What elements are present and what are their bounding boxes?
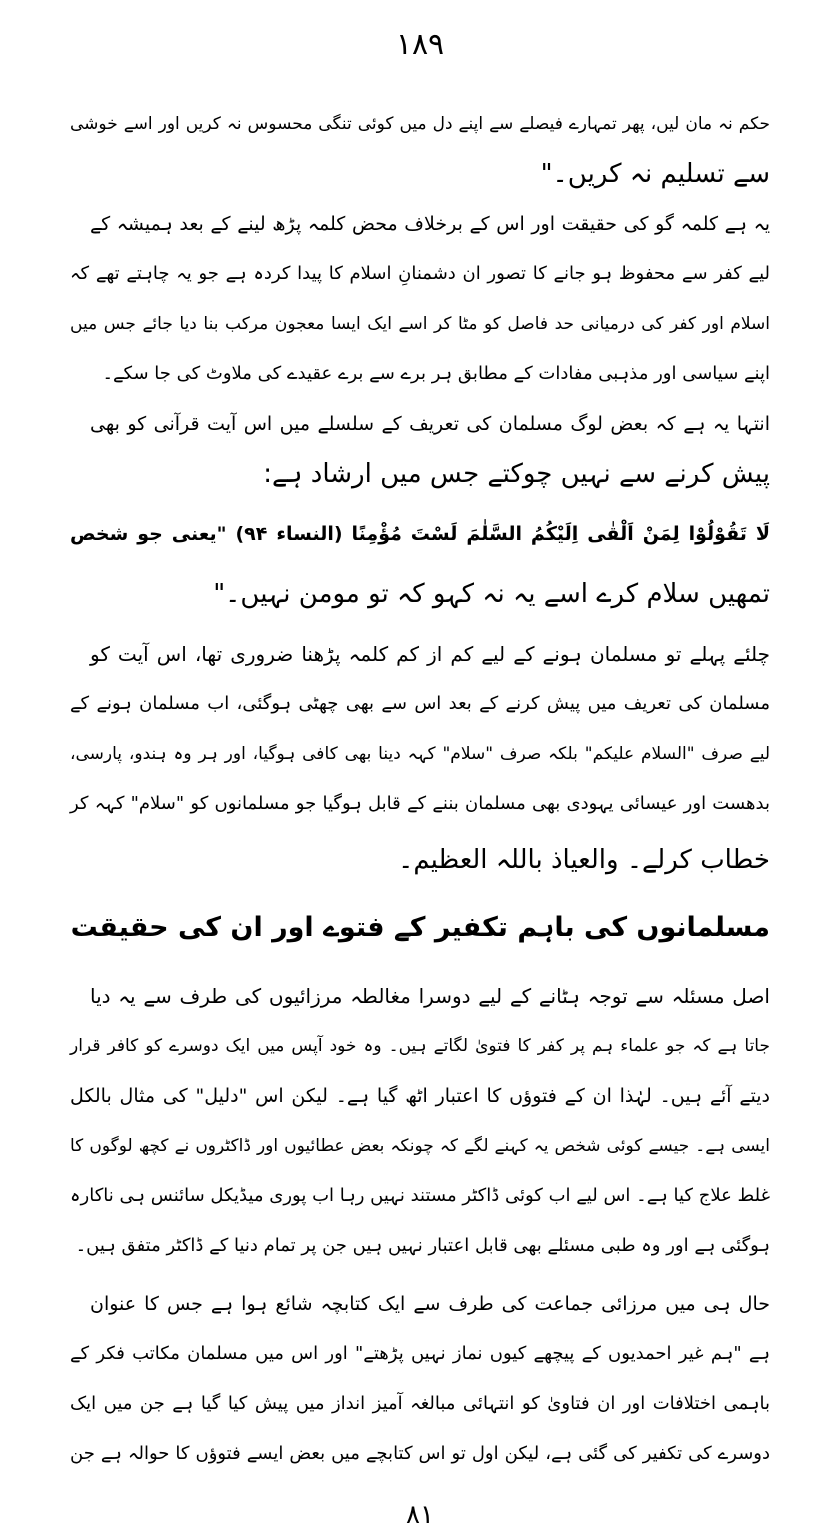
text-line: مسلمان کی تعریف میں پیش کرنے کے بعد اس سے بھی چھٹی ہوگئی، اب مسلمان ہونے کے [70, 693, 770, 714]
quran-verse-line: لَا تَقُوْلُوْا لِمَنْ اَلْقٰی اِلَیْکُمُ السَّلٰمَ لَسْتَ مُؤْمِنًا (النساء ۹۴) "یعنی جو شخص [70, 523, 770, 545]
text-line: یہ ہے کلمہ گو کی حقیقت اور اس کے برخلاف محض کلمہ پڑھ لینے کے بعد ہمیشہ کے [90, 213, 770, 235]
section-heading: مسلمانوں کی باہم تکفیر کے فتوے اور ان کی حقیقت [70, 912, 770, 943]
text-line: ہے "ہم غیر احمدیوں کے پیچھے کیوں نماز نہیں پڑھتے" اور اس میں مسلمان مکاتب فکر کے [70, 1343, 770, 1364]
text-line: دوسرے کی تکفیر کی گئی ہے، لیکن اول تو اس کتابچے میں بعض ایسے فتوؤں کا حوالہ ہے جن [70, 1443, 770, 1464]
page-number: ۱۸۹ [395, 27, 445, 62]
text-line: حکم نہ مان لیں، پھر تمہارے فیصلے سے اپنے دل میں کوئی تنگی محسوس نہ کریں اور اسے خوشی [70, 114, 770, 134]
text-line: اپنے سیاسی اور مذہبی مفادات کے مطابق ہر برے سے برے عقیدے کی ملاوٹ کی جا سکے۔ [102, 363, 770, 384]
text-line: لیے صرف "السلام علیکم" بلکہ صرف "سلام" کہہ دینا بھی کافی ہوگیا، اور ہر وہ ہندو، پارسی، [70, 744, 770, 764]
text-line: انتہا یہ ہے کہ بعض لوگ مسلمان کی تعریف کے سلسلے میں اس آیت قرآنی کو بھی [90, 413, 770, 435]
text-line: اسلام اور کفر کی درمیانی حد فاصل کو مٹا کر اسے ایک ایسا معجون مرکب بنا دیا جائے جس میں [70, 314, 770, 334]
text-line: لیے کفر سے محفوظ ہو جانے کا تصور ان دشمنانِ اسلام کا پیدا کردہ ہے جو یہ چاہتے تھے کہ [70, 263, 770, 284]
text-line: اصل مسئلہ سے توجہ ہٹانے کے لیے دوسرا مغالطہ مرزائیوں کی طرف سے یہ دیا [90, 984, 770, 1008]
text-line: ہوگئی ہے اور وہ طبی مسئلے بھی قابل اعتبار نہیں ہیں جن پر تمام دنیا کے ڈاکٹر متفق ہیں۔ [75, 1235, 770, 1256]
text-line: ایسی ہے۔ جیسے کوئی شخص یہ کہنے لگے کہ چونکہ بعض عطائیوں اور ڈاکٹروں نے کچھ لوگوں کا [70, 1136, 770, 1156]
text-line: بدھست اور عیسائی یہودی بھی مسلمان بننے کے قابل ہوگیا جو مسلمانوں کو "سلام" کہہ کر [70, 793, 770, 814]
text-line: حال ہی میں مرزائی جماعت کی طرف سے ایک کتابچہ شائع ہوا ہے جس کا عنوان [90, 1293, 770, 1315]
text-line: سے تسلیم نہ کریں۔" [540, 159, 770, 189]
text-line: چلئے پہلے تو مسلمان ہونے کے لیے کم از کم کلمہ پڑھنا ضروری تھا، اس آیت کو [90, 642, 770, 666]
text-line: خطاب کرلے۔ والعیاذ باللہ العظیم۔ [398, 845, 770, 875]
text-line: باہمی اختلافات اور ان فتاویٰ کو انتہائی مبالغہ آمیز انداز میں پیش کیا گیا ہے جن میں ایک [70, 1393, 770, 1414]
text-line: تمھیں سلام کرے اسے یہ نہ کہو کہ تو مومن نہیں۔" [213, 579, 770, 609]
text-line: غلط علاج کیا ہے۔ اس لیے اب کوئی ڈاکٹر مستند نہیں رہا اب پوری میڈیکل سائنس ہی ناکارہ [69, 1185, 770, 1206]
text-line: جاتا ہے کہ جو علماء ہم پر کفر کا فتویٰ لگاتے ہیں۔ وہ خود آپس میں ایک دوسرے کو کافر قرار [70, 1036, 770, 1056]
footer-page-number: ۸۱ [406, 1500, 434, 1530]
text-line: دیتے آئے ہیں۔ لہٰذا ان کے فتوؤں کا اعتبار اٹھ گیا ہے۔ لیکن اس "دلیل" کی مثال بالکل [70, 1085, 770, 1107]
text-line: پیش کرنے سے نہیں چوکتے جس میں ارشاد ہے: [263, 459, 770, 489]
